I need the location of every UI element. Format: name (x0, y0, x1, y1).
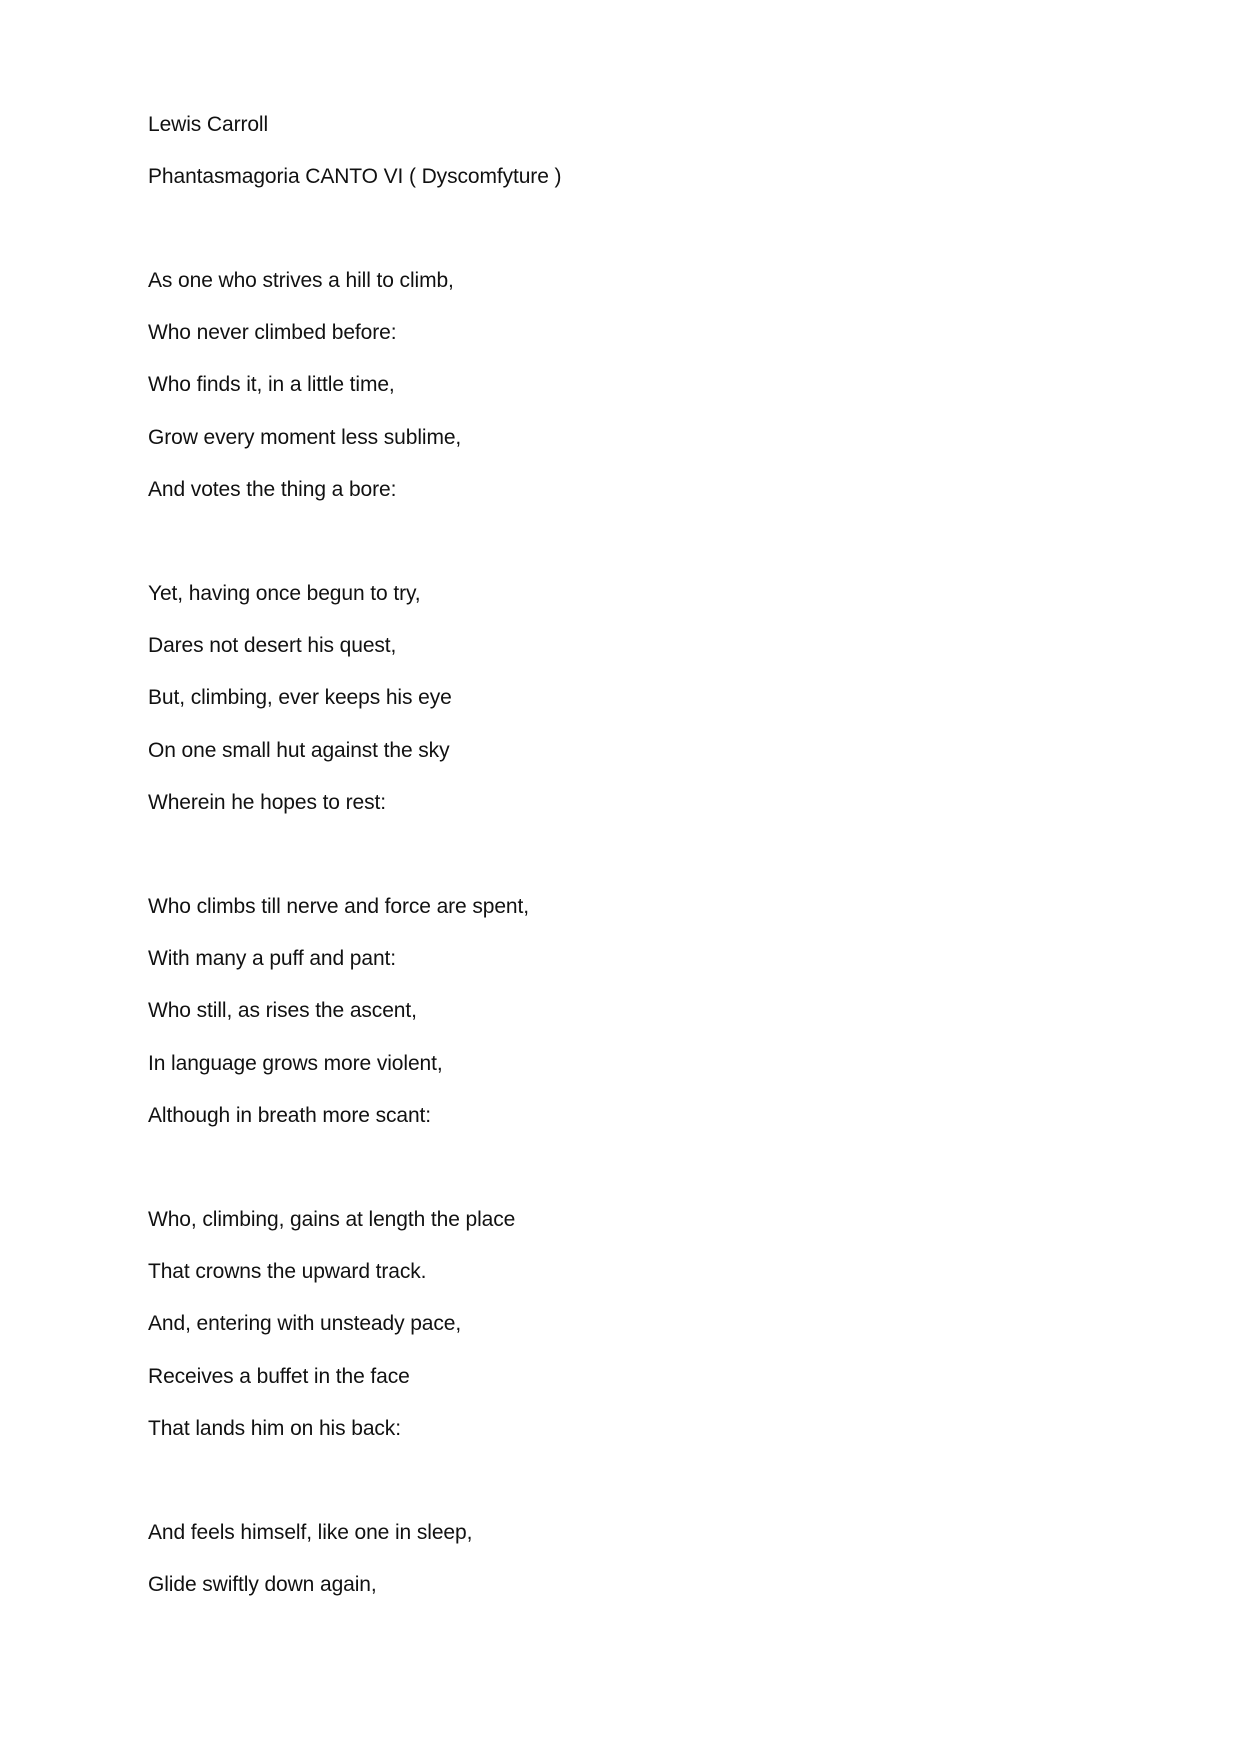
poem-line: And votes the thing a bore: (148, 478, 397, 501)
poem-line: That lands him on his back: (148, 1417, 401, 1440)
poem-line: With many a puff and pant: (148, 947, 396, 970)
poem-line: As one who strives a hill to climb, (148, 269, 454, 292)
poem-title: Phantasmagoria CANTO VI ( Dyscomfyture ) (148, 165, 562, 188)
poem-line: And feels himself, like one in sleep, (148, 1521, 473, 1544)
poem-line: Who, climbing, gains at length the place (148, 1208, 516, 1231)
poem-line: Grow every moment less sublime, (148, 426, 462, 449)
poem-line: That crowns the upward track. (148, 1260, 427, 1283)
poem-line: Who still, as rises the ascent, (148, 999, 417, 1022)
poem-line: But, climbing, ever keeps his eye (148, 686, 452, 709)
poem-line: And, entering with unsteady pace, (148, 1312, 462, 1335)
poem-line: Dares not desert his quest, (148, 634, 397, 657)
author-name: Lewis Carroll (148, 113, 269, 136)
poem-line: Who never climbed before: (148, 321, 397, 344)
poem-line: On one small hut against the sky (148, 739, 450, 762)
poem-line: Receives a buffet in the face (148, 1365, 410, 1388)
poem-line: Who finds it, in a little time, (148, 373, 395, 396)
poem-line: Wherein he hopes to rest: (148, 791, 386, 814)
poem-line: Glide swiftly down again, (148, 1573, 377, 1596)
poem-line: In language grows more violent, (148, 1052, 443, 1075)
poem-line: Who climbs till nerve and force are spent, (148, 895, 529, 918)
poem-line: Although in breath more scant: (148, 1104, 432, 1127)
poem-line: Yet, having once begun to try, (148, 582, 421, 605)
